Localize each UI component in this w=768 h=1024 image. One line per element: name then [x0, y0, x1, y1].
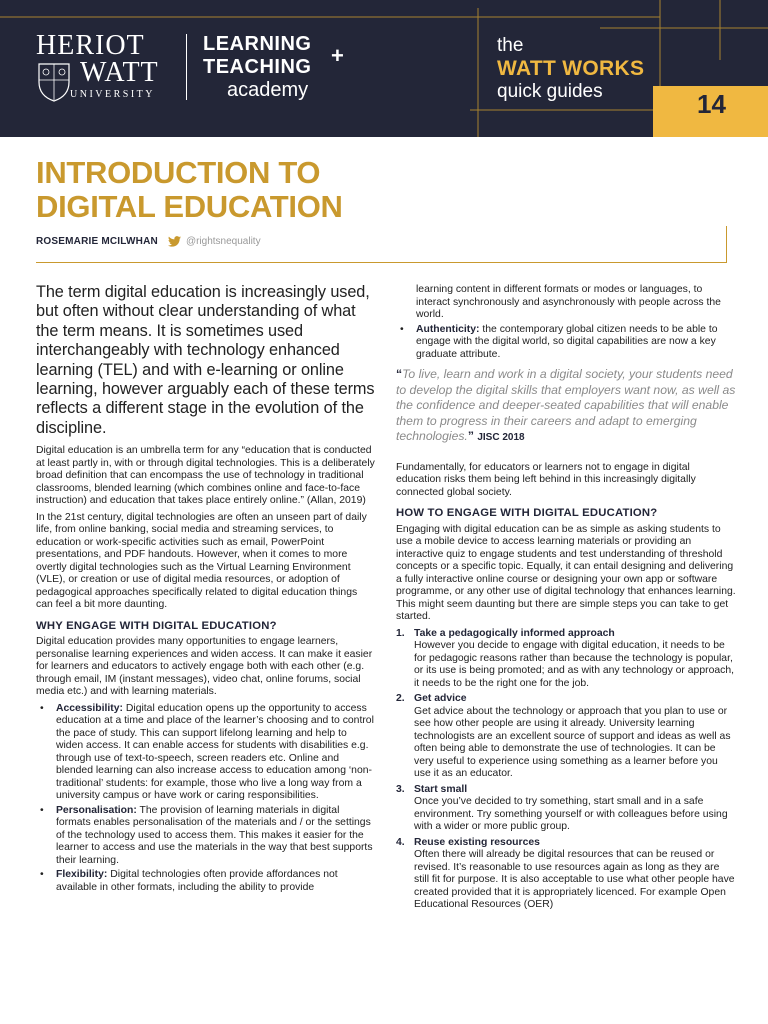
bullet-icon: •: [40, 869, 44, 881]
bullet-icon: •: [40, 702, 44, 714]
jisc-quote: “To live, learn and work in a digital society, your students need to develop the digital skills that employers want now, as well as the confidence and deeper-seated capabilities that will enable them to progress in their careers and adapt to emerging technologies.” JISC 2018: [396, 367, 736, 443]
author-name: ROSEMARIE MCILWHAN: [36, 236, 158, 247]
step-item: 2. Get advice Get advice about the technology or approach that you plan to use or see how other people are using it already. University learning technologists are an excellent source of support and ideas as well as often being able to demonstrate the use of technologies. It can be very useful to experience using something as a learner before you use it as an educator.: [396, 693, 731, 779]
byline-vertical-rule: [726, 226, 727, 262]
list-item: • Personalisation: The provision of learning materials in digital formats enables personalisation of the materials and / or the settings of the technology used to access them. This makes it easier for the learner to access and use the materials in the way that best supports their learning.: [40, 804, 373, 866]
page-title: [36, 156, 343, 224]
list-item: • Authenticity: the contemporary global citizen needs to be able to engage with the digital world, so digital capabilities are now a key graduate attribute.: [400, 323, 718, 360]
section-heading-why: WHY ENGAGE WITH DIGITAL EDUCATION?: [36, 619, 277, 632]
bullet-icon: •: [40, 804, 44, 816]
authenticity-list: [396, 324, 736, 362]
definition-paragraph: Digital education is an umbrella term for any “education that is conducted at least partly in, with or through digital technologies. This is a deliberately broad definition that can encompass the use of technology in traditional classrooms, blended learning (which combines online and face-to-face instruction) and education that takes place entirely online.” (Allan, 2019): [36, 445, 375, 507]
title-line-2: DIGITAL EDUCATION: [36, 189, 343, 224]
list-item: • Flexibility: Digital technologies often provide affordances not available in other formats, including the ability to provide: [40, 869, 338, 893]
step-item: 3. Start small Once you’ve decided to try something, start small and in a safe environment. Try something yourself or with colleagues before using with a wider or more public group.: [396, 783, 728, 832]
lead-paragraph: The term digital education is increasingly used, but often without clear understanding of what the term means. It is sometimes used interchangeably with technology enhanced learning (TEL) and with e-learning or online learning, however arguably each of these terms reflects a different stage in the evolution of the discipline.: [36, 283, 375, 437]
guide-number: 14: [697, 89, 726, 119]
logo-divider: [186, 34, 187, 100]
step-item: 1. Take a pedagogically informed approach However you decide to engage with digital education, it needs to be for pedagogic reasons rather than because the technology is popular, or its use is being promoted; and as with any technology or approach, it needs to be the right one for the job.: [396, 627, 734, 689]
twitter-handle[interactable]: @rightsnequality: [185, 236, 261, 247]
how-paragraph: Engaging with digital education can be as simple as asking students to use a mobile device to access learning materials or providing an interactive quiz to engage students and test understanding of threshold concepts or a specific topic. Equally, it can entail designing and delivering a fully interactive online course or designing your own app or software programme, or any other use of digital technology that enhances learning. This might seem daunting but there are simple steps you can take to get started.: [396, 523, 736, 622]
quote-source: JISC 2018: [477, 432, 525, 443]
heriot-watt-logo: HERIOT WATT UNIVERSITY: [36, 30, 159, 100]
twitter-icon: [168, 236, 181, 247]
flexibility-continuation: learning content in different formats or modes or languages, to interact synchronously and asynchronously with people across the world.: [416, 284, 721, 320]
lta-logo: LEARNING + TEACHING academy: [203, 33, 344, 101]
fundamentally-paragraph: Fundamentally, for educators or learners not to engage in digital education risks them being left behind in this increasingly digitally connected global society.: [396, 461, 696, 498]
context-paragraph: In the 21st century, digital technologies are often an unseen part of daily life, from online banking, social media and streaming services, to education or work-specific activities such as email, PowerPoint presentations, and PDF handouts. However, when it comes to more overtly digital technologies such as the Virtual Learning Environment (VLE), or creation or use of digital media resources, or adoption of pedagogical approaches specifically related to digital education things can feel a bit more daunting.: [36, 511, 367, 611]
bullet-icon: •: [400, 323, 404, 335]
benefits-list: [36, 703, 376, 895]
byline: [36, 236, 261, 247]
header-banner: [0, 0, 768, 137]
why-paragraph: Digital education provides many opportunities to engage learners, personalise learning experiences and widen access. It can make it easier for learners and educators to actively engage both with each other (e.g. through email, IM (instant messages), video chat, online forums, social media etc.) and with learning materials.: [36, 636, 373, 698]
section-heading-how: HOW TO ENGAGE WITH DIGITAL EDUCATION?: [396, 507, 658, 519]
watt-works-logo: the WATT WORKS quick guides: [497, 35, 645, 102]
left-column: [36, 283, 376, 896]
list-item: • Accessibility: Digital education opens up the opportunity to access education at a time and place of the learner’s choosing and to control the pace of study. This can support lifelong learning and help to widen access. It can enable access for students with disabilities e.g. through use of text-to-speech, screen readers etc. Online and blended learning can also increase access to education among ‘non-traditional’ students: for example, those who live a long way from a university campus or have work or caring responsibilities.: [40, 702, 374, 802]
byline-horizontal-rule: [36, 262, 727, 263]
title-line-1: INTRODUCTION TO: [36, 155, 321, 190]
right-column: [396, 284, 736, 915]
steps-list: [396, 628, 736, 912]
step-item: 4. Reuse existing resources Often there will already be digital resources that can be reused or revised. It’s reasonable to use resources again as long as they are still fit for purpose. It is also acceptable to use what other people have created provided that it is appropriately licenced. For example Open Educational Resources (OER): [396, 836, 735, 910]
